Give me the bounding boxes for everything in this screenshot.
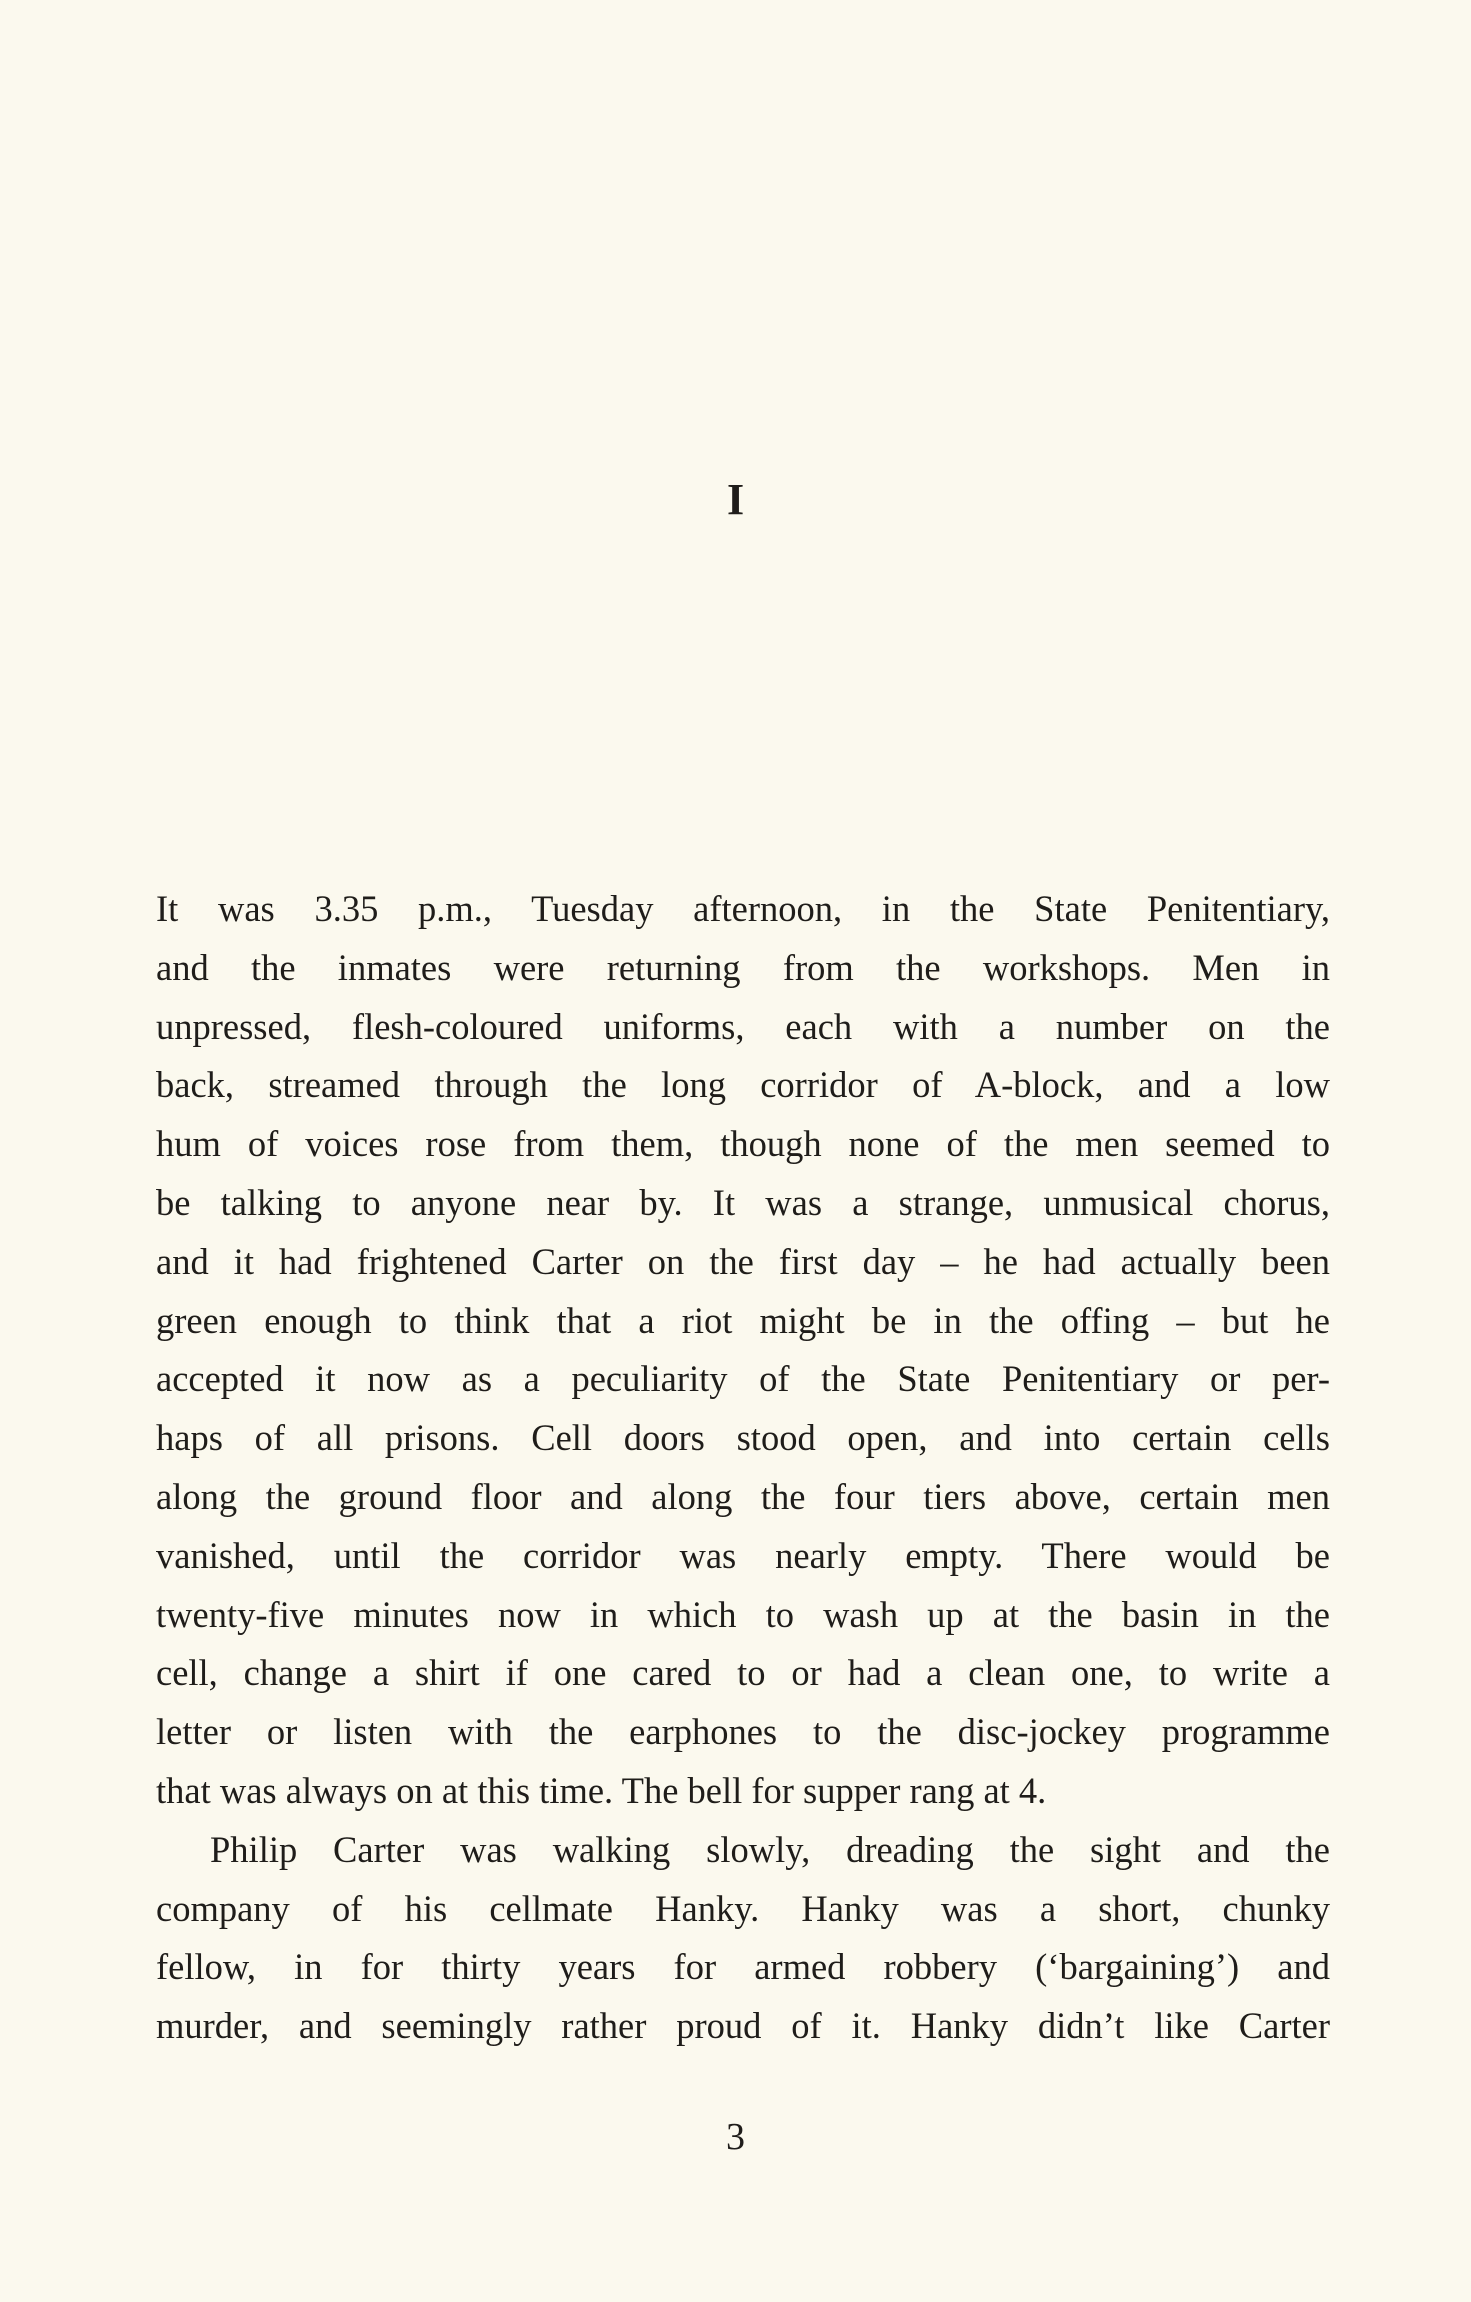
text-line: unpressed, flesh-coloured uniforms, each with a number on the	[156, 1005, 1330, 1047]
page-number: 3	[726, 2116, 745, 2158]
text-line: company of his cellmate Hanky. Hanky was a short, chunky	[156, 1887, 1330, 1929]
text-line: Philip Carter was walking slowly, dreading the sight and the	[210, 1828, 1330, 1870]
text-line: and it had frightened Carter on the first day – he had actually been	[156, 1240, 1330, 1282]
text-line: letter or listen with the earphones to the disc-jockey programme	[156, 1711, 1330, 1753]
text-line: back, streamed through the long corridor of A-block, and a low	[156, 1064, 1330, 1106]
text-line: green enough to think that a riot might be in the offing – but he	[156, 1299, 1330, 1341]
text-line: fellow, in for thirty years for armed robbery (‘bargaining’) and	[156, 1946, 1330, 1988]
text-line: twenty-five minutes now in which to wash up at the basin in the	[156, 1593, 1330, 1635]
text-line: accepted it now as a peculiarity of the State Penitentiary or per-	[156, 1358, 1330, 1400]
paragraph-1	[156, 880, 1330, 1821]
text-line: along the ground floor and along the four tiers above, certain men	[156, 1475, 1330, 1517]
text-line: cell, change a shirt if one cared to or had a clean one, to write a	[156, 1652, 1330, 1694]
text-line: hum of voices rose from them, though none of the men seemed to	[156, 1123, 1330, 1165]
text-line: be talking to anyone near by. It was a strange, unmusical chorus,	[156, 1181, 1330, 1223]
text-line: haps of all prisons. Cell doors stood open, and into certain cells	[156, 1417, 1330, 1459]
text-line: murder, and seemingly rather proud of it. Hanky didn’t like Carter	[156, 2005, 1330, 2047]
body-text	[156, 880, 1330, 2056]
text-line: It was 3.35 p.m., Tuesday afternoon, in the State Penitentiary,	[156, 888, 1330, 929]
text-line: that was always on at this time. The bell for supper rang at 4.	[156, 1769, 1047, 1811]
paragraph-2	[156, 1821, 1330, 2056]
chapter-number: I	[726, 475, 745, 524]
text-line: and the inmates were returning from the workshops. Men in	[156, 946, 1330, 988]
text-line: vanished, until the corridor was nearly empty. There would be	[156, 1534, 1330, 1576]
